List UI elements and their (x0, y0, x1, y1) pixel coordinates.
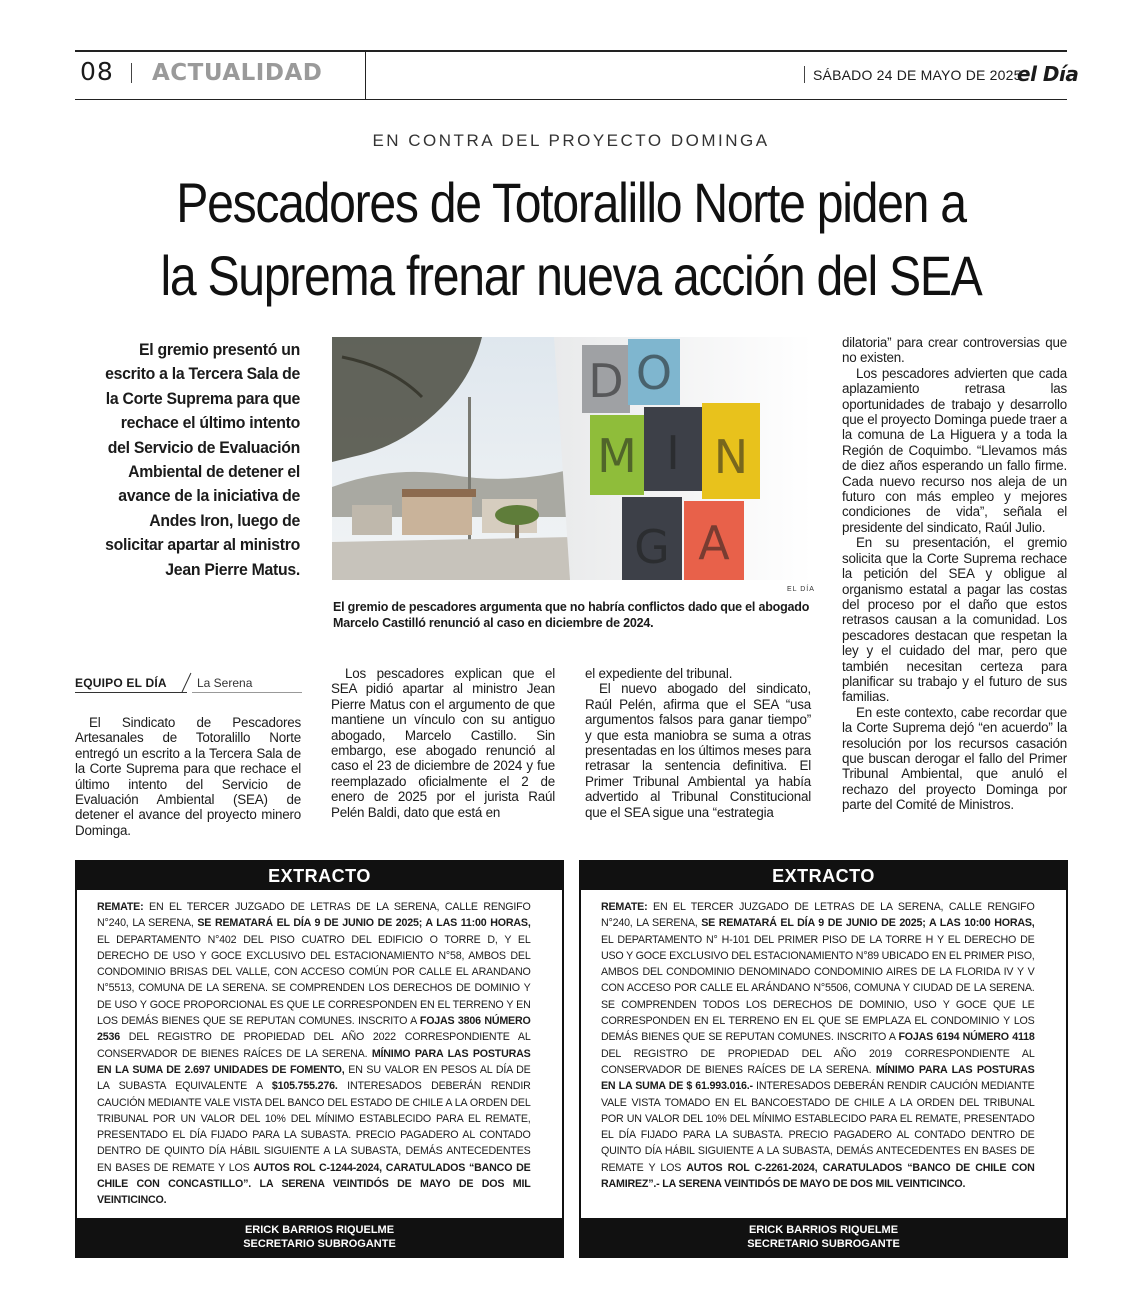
notice-bold-text: FOJAS 3806 NÚMERO 2536 (97, 1015, 531, 1044)
header-bottom-rule (75, 99, 1067, 100)
newspaper-logo: el Día (1017, 62, 1079, 86)
byline-underline-2 (192, 692, 302, 693)
legal-notice-left (75, 860, 564, 1258)
paragraph-5: En su presentación, el gremio solicita que la Corte Suprema rechace la petición del SEA y obligue al organismo estatal a pagar las costas del proceso por el daño que estos retrasos causan a la comunidad. Los pescadores destacan que respetan la ley y el cuidado del mar, pero que también necesitan certeza para planificar su trabajo y el futuro de sus familias. (842, 535, 1067, 705)
sign-letter-m: M (597, 429, 637, 483)
body-column-1 (75, 715, 301, 838)
issue-date: SÁBADO 24 DE MAYO DE 2025 (813, 67, 1022, 83)
byline-underline (75, 692, 187, 693)
article-photo (332, 337, 812, 580)
header-top-rule (75, 50, 1067, 52)
notice-body (97, 899, 531, 1209)
notice-bold-text: MÍNIMO PARA LAS POSTURAS EN LA SUMA DE $ 61.993.016.- (601, 1063, 1035, 1093)
photo-caption: El gremio de pescadores argumenta que no habría conflictos dado que el abogado Marcelo Castilló renunció al caso en diciembre de 2024. (333, 600, 810, 630)
paragraph-2: Los pescadores explican que el SEA pidió apartar al ministro Jean Pierre Matus con el argumento de que mantiene un vínculo con su antiguo abogado, Marcelo Castillo. Sin embargo, ese abogado renunció al caso el 23 de diciembre de 2024 y fue reemplazado oficialmente el 2 de enero de 2025 por el jurista Raúl Pelén Baldi, dato que está en (331, 666, 555, 820)
notice-signer: ERICK BARRIOS RIQUELME (748, 1224, 899, 1236)
paragraph-2-continued: el expediente del tribunal. (585, 666, 733, 681)
sign-letter-i: I (666, 426, 680, 480)
body-column-3 (585, 666, 811, 820)
legal-notice-right (579, 860, 1068, 1258)
body-column-2 (331, 666, 555, 820)
notice-bold-text: SE REMATARÁ EL DÍA 9 DE JUNIO DE 2025; A LAS 10:00 HORAS, (701, 917, 1035, 930)
paragraph-3: El nuevo abogado del sindicato, Raúl Pelén, afirma que el SEA “usa argumentos falsos para ganar tiempo” y que esta maniobra se suma a otras presentadas en los últimos meses para retrasar la sentencia definitiva. El Primer Tribunal Ambiental ya había advertido al Tribunal Constitucional que el SEA sigue una “estrategia (585, 681, 811, 820)
notice-bold-text: SE REMATARÁ EL DÍA 9 DE JUNIO DE 2025; A LAS 11:00 HORAS, (197, 917, 531, 930)
article-headline (132, 166, 1011, 312)
sign-letter-o: O (635, 346, 673, 400)
notice-bold-text: AUTOS ROL C-1244-2024, CARATULADOS “BANCO DE CHILE CON CONCASTILLO”. LA SERENA VEINTIDÓS DE MAYO DE DOS MIL VEINTICINCO. (97, 1161, 531, 1207)
paragraph-1: El Sindicato de Pescadores Artesanales de Totoralillo Norte entregó un escrito a la Tercera Sala de la Corte Suprema para que rechace el último intento del Servicio de Evaluación Ambiental (SEA) de detener el avance del proyecto minero Dominga. (75, 715, 301, 838)
page-number-separator (131, 63, 132, 83)
notice-signer: ERICK BARRIOS RIQUELME (244, 1224, 395, 1236)
notice-bold-text: AUTOS ROL C-2261-2024, CARATULADOS “BANCO DE CHILE CON RAMIREZ”.- LA SERENA VEINTIDÓS DE MAYO DE DOS MIL VEINTICINCO. (601, 1161, 1035, 1191)
notice-bold-text: FOJAS 6194 NÚMERO 4118 (898, 1031, 1035, 1044)
headline-line-1: Pescadores de Totoralillo Norte piden a (176, 171, 966, 234)
header-divider (365, 51, 366, 99)
paragraph-6: En este contexto, cabe recordar que la Corte Suprema dejó “en acuerdo” la resolución por los recursos casación que buscan derogar el fallo del Primer Tribunal Ambiental, que anuló el rechazo del proyecto Dominga por parte del Comité de Ministros. (842, 704, 1067, 813)
section-name: ACTUALIDAD (152, 60, 323, 86)
notice-text: INTERESADOS DEBERÁN RENDIR CAUCIÓN MEDIANTE VALE VISTA TOMADO EN EL BANCOESTADO DE CHILE A LA ORDEN DEL TRIBUNAL POR UN VALOR DEL 10% DEL MÍNIMO ESTABLECIDO PARA EL REMATE, PRESENTADO EL DÍA FIJADO PARA LA SUBASTA. PRECIO PAGADERO AL CONTADO DENTRO DE QUINTO DÍA HÁBIL SIGUIENTE A LA SUBASTA, DEMÁS ANTECEDENTES EN BASES DE REMATE Y LOS (601, 1080, 1035, 1174)
headline-line-2: la Suprema frenar nueva acción del SEA (160, 244, 982, 307)
notice-title: EXTRACTO (77, 862, 562, 890)
notice-text: DEL REGISTRO DE PROPIEDAD DEL AÑO 2019 CORRESPONDIENTE AL CONSERVADOR DE BIENES RAÍCES DE LA SERENA. (601, 1047, 1035, 1076)
dominga-sign-photo (332, 337, 812, 580)
notice-text: INTERESADOS DEBERÁN RENDIR CAUCIÓN MEDIANTE VALE VISTA DEL BANCO DEL ESTADO DE CHILE A LA ORDEN DEL TRIBUNAL POR UN VALOR DEL 10% DEL MÍNIMO ESTABLECIDO PARA EL REMATE, PRESENTADO EL DÍA FIJADO PARA LA SUBASTA. PRECIO PAGADERO AL CONTADO DENTRO DE QUINTO DÍA HÁBIL SIGUIENTE A LA SUBASTA, DEMÁS ANTECEDENTES EN BASES DE REMATE Y LOS (97, 1080, 531, 1174)
notice-bold-text: REMATE: (97, 901, 144, 913)
byline-location: La Serena (197, 676, 253, 690)
notice-signer-role: SECRETARIO SUBROGANTE (243, 1238, 396, 1250)
date-separator (804, 66, 805, 83)
notice-bold-text: MÍNIMO PARA LAS POSTURAS EN LA SUMA DE 2.697 UNIDADES DE FOMENTO, (97, 1047, 531, 1076)
notice-signature (77, 1218, 562, 1256)
notice-text: EL DEPARTAMENTO N°402 DEL PISO CUATRO DEL EDIFICIO O TORRE D, Y EL DERECHO DE USO Y GOCE EXCLUSIVO DEL ESTACIONAMIENTO N°58, AMBOS DEL CONDOMINIO BRISAS DEL VALLE, CON ACCESO COMÚN POR CALLE EL ARANDANO N°5513, COMUNA DE LA SERENA. SE COMPRENDEN LOS DERECHOS DE DOMINIO Y DE USO Y GOCE PROPORCIONAL ES QUE LE CORRESPONDEN EN EL TERRENO Y EN LOS DEMÁS BIENES QUE SE REPUTAN COMUNES. INSCRITO A (97, 933, 531, 1028)
notice-text: EN EL TERCER JUZGADO DE LETRAS DE LA SERENA, CALLE RENGIFO N°240, LA SERENA, (601, 901, 1035, 930)
article-lead: El gremio presentó un escrito a la Tercera Sala de la Corte Suprema para que rechace el último intento del Servicio de Evaluación Ambiental de detener el avance de la iniciativa de Andes Iron, luego de solicitar apartar al ministro Jean Pierre Matus. (105, 340, 301, 579)
sign-letter-g: G (634, 520, 670, 574)
notice-signature (581, 1218, 1066, 1256)
notice-text: EN EL TERCER JUZGADO DE LETRAS DE LA SERENA, CALLE RENGIFO N°240, LA SERENA, (97, 901, 531, 930)
byline-slash (182, 673, 192, 692)
photo-credit: EL DÍA (787, 586, 815, 593)
notice-bold-text: $105.755.276. (271, 1080, 338, 1093)
sign-letter-n: N (713, 430, 749, 484)
notice-body (601, 899, 1035, 1192)
byline-author: EQUIPO EL DÍA (75, 676, 167, 690)
notice-bold-text: REMATE: (601, 901, 648, 913)
notice-text: EN SU VALOR EN PESOS AL DÍA DE LA SUBASTA EQUIVALENTE A (97, 1063, 531, 1093)
paragraph-3-continued: dilatoria” para crear controversias que no existen. (842, 335, 1067, 366)
notice-signer-role: SECRETARIO SUBROGANTE (747, 1238, 900, 1250)
paragraph-4: Los pescadores advierten que cada aplazamiento retrasa las oportunidades de trabajo y desarrollo que el proyecto Dominga puede traer a la comuna de La Higuera y a toda la Región de Coquimbo. “Llevamos más de diez años esperando un fallo firme. Cada nuevo recurso nos aleja de un futuro con más empleo y mejores condiciones de vida”, señala el presidente del sindicato, Raúl Julio. (842, 365, 1067, 535)
notice-title: EXTRACTO (581, 862, 1066, 890)
article-kicker: EN CONTRA DEL PROYECTO DOMINGA (372, 131, 770, 150)
notice-text: EL DEPARTAMENTO N° H-101 DEL PRIMER PISO DE LA TORRE H Y EL DERECHO DE USO Y GOCE EXCLUSIVO DEL ESTACIONAMIENTO N°89 UBICADO EN EL PRIMER PISO, AMBOS DEL CONDOMINIO DENOMINADO CONDOMINIO AIRES DE LA FLORIDA IV Y V CON ACCESO POR CALLE EL ARÁNDANO N°5506, COMUNA Y CIUDAD DE LA SERENA. SE COMPRENDEN TODOS LOS DERECHOS DE DOMINIO, USO Y GOCE QUE LE CORRESPONDEN EN EL TERRENO EN EL QUE SE EMPLAZA EL CONDOMINIO Y LOS DEMÁS BIENES QUE SE REPUTAN COMUNES. INSCRITO A (601, 933, 1035, 1044)
page-number: 08 (80, 57, 114, 86)
sign-letter-d: D (588, 354, 624, 408)
notice-text: DEL REGISTRO DE PROPIEDAD DEL AÑO 2022 CORRESPONDIENTE AL CONSERVADOR DE BIENES RAÍCES DE LA SERENA. (97, 1031, 531, 1060)
body-column-4 (842, 335, 1067, 813)
sign-letter-a: A (698, 516, 730, 570)
